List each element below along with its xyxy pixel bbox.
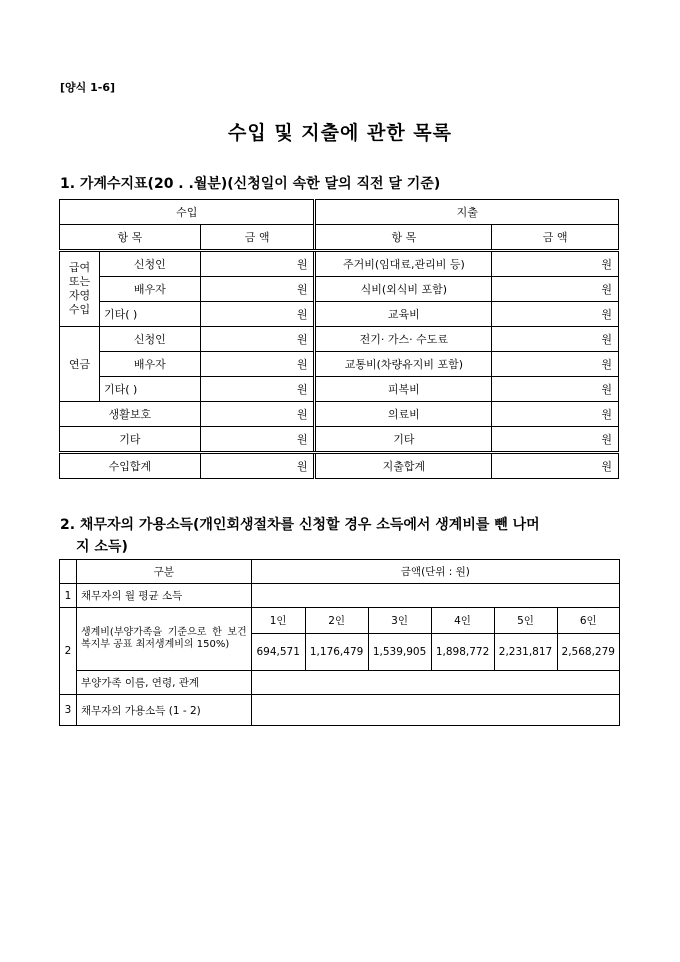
section2-heading-line1: 2. 채무자의 가용소득(개인회생절차를 신청할 경우 소득에서 생계비를 뺀 나머 xyxy=(60,517,540,533)
expense-total-label: 지출합계 xyxy=(315,453,492,479)
welfare-label: 생활보호 xyxy=(60,402,201,427)
wage-spouse: 배우자 xyxy=(99,277,200,302)
disposable-income-value[interactable] xyxy=(251,695,619,726)
amount-cell[interactable]: 원 xyxy=(492,427,619,453)
page-title: 수입 및 지출에 관한 목록 xyxy=(228,122,452,144)
monthly-income-label: 채무자의 월 평균 소득 xyxy=(76,584,251,608)
amount-cell[interactable]: 원 xyxy=(200,277,315,302)
row-number: 2 xyxy=(60,608,77,695)
income-other-label: 기타 xyxy=(60,427,201,453)
amount-cell[interactable]: 원 xyxy=(200,302,315,327)
income-total-amount[interactable]: 원 xyxy=(200,453,315,479)
living-cost-value: 1,539,905 xyxy=(368,634,431,671)
income-amount-header: 금 액 xyxy=(200,225,315,251)
amount-cell[interactable]: 원 xyxy=(492,277,619,302)
monthly-income-value[interactable] xyxy=(251,584,619,608)
income-expense-table xyxy=(59,199,619,479)
dependents-label: 부양가족 이름, 연령, 관계 xyxy=(76,671,251,695)
living-cost-value: 1,898,772 xyxy=(431,634,494,671)
expense-amount-header: 금 액 xyxy=(492,225,619,251)
amount-cell[interactable]: 원 xyxy=(492,402,619,427)
living-cost-value: 2,568,279 xyxy=(557,634,620,671)
expense-item: 피복비 xyxy=(315,377,492,402)
wage-applicant: 신청인 xyxy=(99,251,200,277)
expense-item: 의료비 xyxy=(315,402,492,427)
household-size: 5인 xyxy=(494,608,557,634)
section2-heading xyxy=(60,514,630,558)
household-size: 1인 xyxy=(251,608,305,634)
row-number: 3 xyxy=(60,695,77,726)
living-cost-value: 694,571 xyxy=(251,634,305,671)
pension-other: 기타( ) xyxy=(99,377,200,402)
living-cost-label: 생계비(부양가족을 기준으로 한 보건복지부 공표 최저생계비의 150%) xyxy=(76,608,251,671)
income-item-header: 항 목 xyxy=(60,225,201,251)
household-size: 2인 xyxy=(305,608,368,634)
household-size: 6인 xyxy=(557,608,620,634)
amount-cell[interactable]: 원 xyxy=(492,377,619,402)
dependents-value[interactable] xyxy=(251,671,619,695)
category-header: 구분 xyxy=(76,560,251,584)
expense-header: 지출 xyxy=(315,200,619,225)
amount-cell[interactable]: 원 xyxy=(200,402,315,427)
amount-cell[interactable]: 원 xyxy=(492,302,619,327)
amount-cell[interactable]: 원 xyxy=(200,327,315,352)
expense-item: 교육비 xyxy=(315,302,492,327)
disposable-income-label: 채무자의 가용소득 (1 - 2) xyxy=(76,695,251,726)
living-cost-value: 1,176,479 xyxy=(305,634,368,671)
pension-applicant: 신청인 xyxy=(99,327,200,352)
amount-header: 금액(단위 : 원) xyxy=(251,560,619,584)
section2-heading-line2: 지 소득) xyxy=(76,539,128,555)
expense-item: 전기· 가스· 수도료 xyxy=(315,327,492,352)
wage-other: 기타( ) xyxy=(99,302,200,327)
group-wage: 급여 또는 자영 수입 xyxy=(60,251,100,327)
group-pension: 연금 xyxy=(60,327,100,402)
disposable-income-table xyxy=(59,559,620,726)
amount-cell[interactable]: 원 xyxy=(200,377,315,402)
amount-cell[interactable]: 원 xyxy=(492,327,619,352)
amount-cell[interactable]: 원 xyxy=(200,352,315,377)
amount-cell[interactable]: 원 xyxy=(492,251,619,277)
row-number: 1 xyxy=(60,584,77,608)
expense-total-amount[interactable]: 원 xyxy=(492,453,619,479)
expense-item: 주거비(임대료,관리비 등) xyxy=(315,251,492,277)
amount-cell[interactable]: 원 xyxy=(200,251,315,277)
expense-item-header: 항 목 xyxy=(315,225,492,251)
expense-item: 교통비(차량유지비 포함) xyxy=(315,352,492,377)
no-header xyxy=(60,560,77,584)
section1-heading: 1. 가계수지표(20 . .월분)(신청일이 속한 달의 직전 달 기준) xyxy=(60,176,441,192)
amount-cell[interactable]: 원 xyxy=(492,352,619,377)
pension-spouse: 배우자 xyxy=(99,352,200,377)
household-size: 4인 xyxy=(431,608,494,634)
living-cost-value: 2,231,817 xyxy=(494,634,557,671)
expense-item: 식비(외식비 포함) xyxy=(315,277,492,302)
household-size: 3인 xyxy=(368,608,431,634)
income-total-label: 수입합계 xyxy=(60,453,201,479)
income-header: 수입 xyxy=(60,200,315,225)
amount-cell[interactable]: 원 xyxy=(200,427,315,453)
form-label: [양식 1-6] xyxy=(60,81,116,94)
expense-item: 기타 xyxy=(315,427,492,453)
